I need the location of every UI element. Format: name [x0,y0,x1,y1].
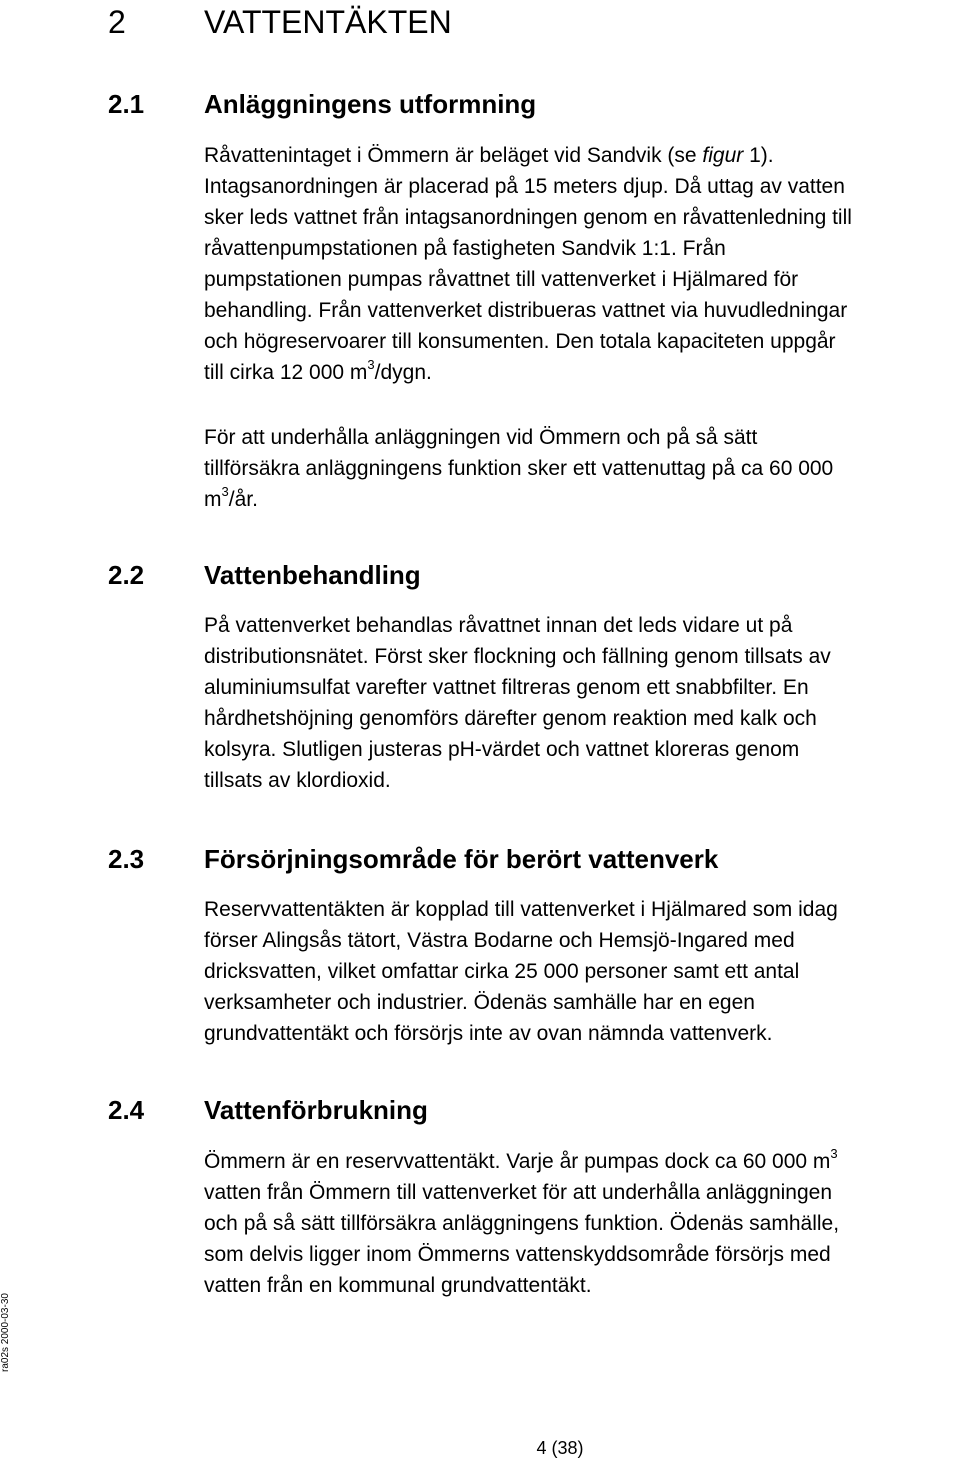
text-line: distributionsnätet. Först sker flockning och fällning genom tillsats av [204,645,831,668]
text-line: vatten från en kommunal grundvattentäkt. [204,1274,592,1297]
section-title-2-1: Anläggningens utformning [204,89,537,119]
text-line: och på så sätt tillförsäkra anläggningens funktion. Ödenäs samhälle, [204,1212,840,1235]
text-line: tillsats av klordioxid. [204,769,391,792]
text-line: råvattenpumpstationen på fastigheten Sandvik 1:1. Från [204,237,726,260]
text-line: aluminiumsulfat varefter vattnet filtreras genom ett snabbfilter. En [204,676,809,699]
chapter-number: 2 [108,4,126,40]
text-line: För att underhålla anläggningen vid Ömmern och på så sätt [204,426,758,449]
section-2-1-paragraph-2 [204,422,944,515]
text-run: /år. [228,488,258,511]
superscript: 3 [830,1146,838,1161]
text-run: 1). [743,144,774,167]
section-number-2-3: 2.3 [108,844,145,874]
chapter-title: VATTENTÄKTEN [204,4,452,40]
section-number-2-2: 2.2 [108,560,145,590]
section-number-2-4: 2.4 [108,1095,145,1125]
text-run: till cirka 12 000 m [204,361,368,384]
figure-reference: figur [702,144,744,167]
superscript: 3 [367,357,375,372]
text-line: Reservvattentäkten är kopplad till vattenverket i Hjälmared som idag [204,898,838,921]
text-line [204,484,944,515]
section-title-2-4: Vattenförbrukning [204,1095,428,1125]
text-line: vatten från Ömmern till vattenverket för att underhålla anläggningen [204,1181,833,1204]
text-line: kolsyra. Slutligen justeras pH-värdet och vattnet kloreras genom [204,738,800,761]
text-line: behandling. Från vattenverket distribueras vattnet via huvudledningar [204,299,848,322]
section-2-2-paragraph-1 [204,610,944,796]
text-line: förser Alingsås tätort, Västra Bodarne och Hemsjö-Ingared med [204,929,795,952]
text-line [204,1146,944,1177]
section-2-4-paragraph-1 [204,1146,944,1301]
text-line: verksamheter och industrier. Ödenäs samhälle har en egen [204,991,755,1014]
text-line: grundvattentäkt och försörjs inte av ovan nämnda vattenverk. [204,1022,773,1045]
text-line: dricksvatten, vilket omfattar cirka 25 000 personer samt ett antal [204,960,800,983]
section-title-2-3: Försörjningsområde för berört vattenverk [204,844,719,874]
text-line: tillförsäkra anläggningens funktion sker ett vattenuttag på ca 60 000 [204,457,834,480]
text-line: pumpstationen pumpas råvattnet till vattenverket i Hjälmared för [204,268,799,291]
section-2-3-paragraph-1 [204,894,944,1049]
superscript: 3 [221,484,229,499]
document-code: ra02s 2000-03-30 [0,1293,11,1372]
text-line: Intagsanordningen är placerad på 15 meters djup. Då uttag av vatten [204,175,845,198]
text-run: Råvattenintaget i Ömmern är beläget vid Sandvik (se [204,144,703,167]
text-line [204,140,944,171]
section-number-2-1: 2.1 [108,89,145,119]
page-number: 4 (38) [536,1438,584,1458]
section-2-1-paragraph-1 [204,140,944,388]
text-run: /dygn. [374,361,432,384]
text-line [204,357,944,388]
text-line: hårdhetshöjning genomförs därefter genom reaktion med kalk och [204,707,817,730]
text-line: och högreservoarer till konsumenten. Den totala kapaciteten uppgår [204,330,836,353]
text-line: som delvis ligger inom Ömmerns vattenskyddsområde försörjs med [204,1243,831,1266]
text-line: På vattenverket behandlas råvattnet innan det leds vidare ut på [204,614,793,637]
section-title-2-2: Vattenbehandling [204,560,421,590]
text-line: sker leds vattnet från intagsanordningen genom en råvattenledning till [204,206,852,229]
text-run: Ömmern är en reservvattentäkt. Varje år pumpas dock ca 60 000 m [204,1150,831,1173]
text-run: m [204,488,222,511]
